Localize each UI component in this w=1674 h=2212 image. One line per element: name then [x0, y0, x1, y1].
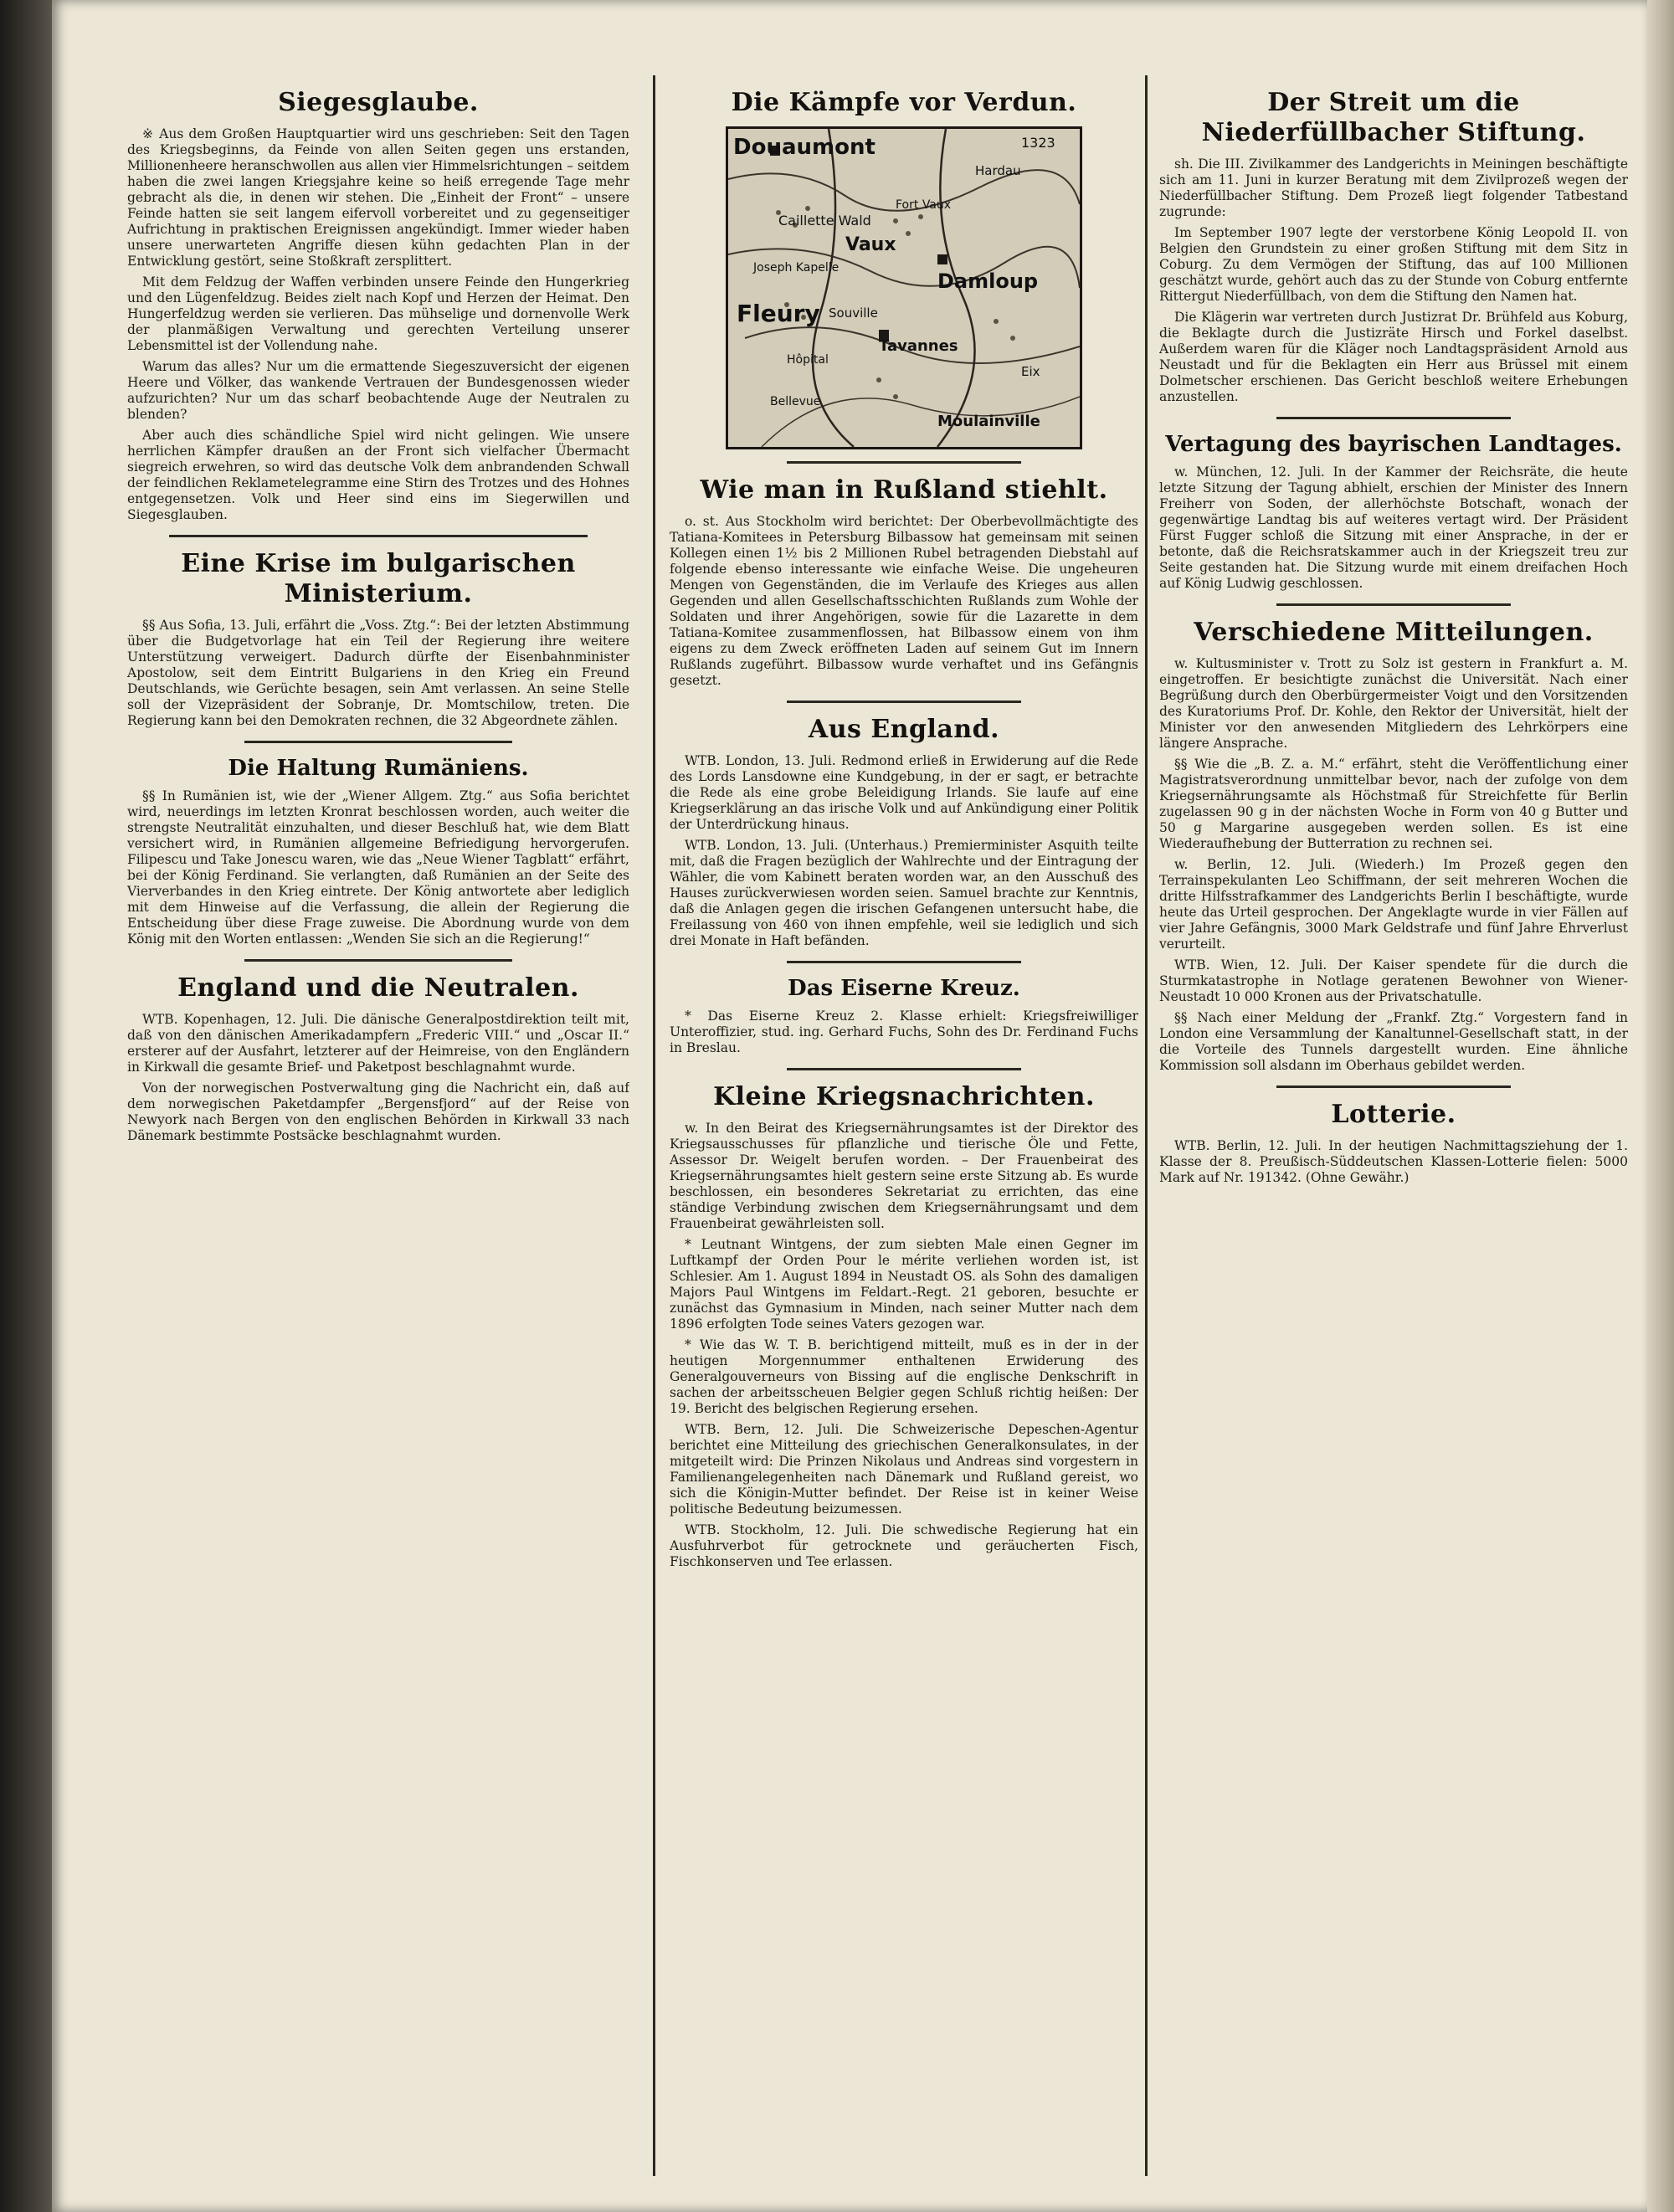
article-paragraph: ※ Aus dem Großen Hauptquartier wird uns geschrieben: Seit den Tagen des Kriegsbeginns, da Feinde von allen Seiten gegen uns erstanden, Millionenheere heranschwollen aus allen vier Himmelsrichtungen – seitdem haben die zwei langen Kriegsjahre keine so heiß erregende Tage mehr gebracht als die, in denen wir stehen. Die „Einheit der Front“ – unsere Feinde hatten sie seit langem eifervoll vorbereitet und zu gegenseitiger Aufrichtung in praktischen Ereignissen angekündigt. Immer wieder haben unsere unerwarteten Angriffe diesen kühn gedachten Plan in der Entwicklung gestört, seine Stoßkraft zersplittert. — [127, 126, 629, 269]
section-separator — [1276, 417, 1511, 419]
map-label: Fleury — [737, 300, 820, 327]
section-separator — [1276, 1085, 1511, 1088]
map-illustration — [728, 129, 1080, 447]
map-label: Hôpital — [787, 353, 829, 367]
article-title: Die Kämpfe vor Verdun. — [731, 88, 1077, 117]
article-paragraph: w. München, 12. Juli. In der Kammer der Reichsräte, die heute letzte Sitzung der Tagung abhielt, erschien der Minister des Innern Freiherr von Soden, der allerhöchste Botschaft, wonach der gegenwärtige Landtag bis auf weiteres vertagt wird. Der Präsident Fürst Fugger schloß die Sitzung mit einer Ansprache, in der er betonte, daß die Reichsratskammer auch in der Kriegszeit treu zur Seite gestanden hat. Die Sitzung wurde mit einem dreifachen Hoch auf König Ludwig geschlossen. — [1159, 464, 1628, 591]
article-title: Wie man in Rußland stiehlt. — [700, 475, 1108, 505]
map-label: Vaux — [845, 234, 896, 255]
article-paragraph: WTB. Kopenhagen, 12. Juli. Die dänische Generalpostdirektion teilt mit, daß von den dänischen Amerikadampfern „Frederic VIII.“ und „Oscar II.“ ersterer auf der Ausfahrt, letzterer auf der Heimreise, von den Engländern in Kirkwall die gesamte Brief- und Paketpost beschlagnahmt wurde. — [127, 1012, 629, 1075]
article-paragraph: §§ Wie die „B. Z. a. M.“ erfährt, steht die Veröffentlichung einer Magistratsverordnung unmittelbar bevor, nach der zufolge von dem Kriegsernährungsamte als Höchstmaß für Streichfette für Berlin zugelassen 90 g in der nächsten Woche in Form von 40 g Butter und 50 g Margarine ausgegeben werden sollen. Es ist eine Wiederaufhebung der Butterration zu rechnen sei. — [1159, 757, 1628, 851]
article-paragraph: Die Klägerin war vertreten durch Justizrat Dr. Brühfeld aus Koburg, die Beklagte durch die Justizräte Hirsch und Forkel daselbst. Außerdem waren für die Kläger noch Landtagspräsident Arnold aus Neustadt und für die Beklagten ein Herr aus Brüssel mit einem Dolmetscher erschienen. Das Gericht beschloß weitere Erhebungen anzustellen. — [1159, 310, 1628, 404]
article-paragraph: * Wie das W. T. B. berichtigend mitteilt, muß es in der in der heutigen Morgennummer enthaltenen Erwiderung des Generalgouverneurs von Bissing auf die englische Denkschrift in sachen der arbeitsscheuen Belgier gegen Schluß richtig heißen: Der 19. Bericht des belgischen Regierung ersehen. — [670, 1337, 1138, 1416]
map-label: Caillette Wald — [778, 213, 871, 228]
article-paragraph: WTB. Wien, 12. Juli. Der Kaiser spendete für die durch die Sturmkatastrophe in Notlage geratenen Bewohner von Wiener-Neustadt 10 000 Kronen aus der Privatschatulle. — [1159, 957, 1628, 1004]
fort-marker — [937, 254, 947, 264]
article-paragraph: o. st. Aus Stockholm wird berichtet: Der Oberbevollmächtigte des Tatiana-Komitees in Petersburg Bilbassow hat gemeinsam mit seinen Kollegen einen 1½ bis 2 Millionen Rubel betragenden Diebstahl auf folgende ebenso interessante wie einfache Weise. Die ungeheuren Mengen von Gegenständen, die im Verlaufe des Krieges aus allen Gegenden und allen Gesellschaftsschichten Rußlands zum Wohle der Soldaten und ihrer Angehörigen, sowie für die Lazarette in dem Tatiana-Komitee zusammenflossen, hat Bilbassow einem von ihm eigens zu dem Zweck eröffneten Laden auf seinem Gut im Innern Rußlands zugeführt. Bilbassow wurde verhaftet und ins Gefängnis gesetzt. — [670, 514, 1138, 688]
article-paragraph: WTB. Bern, 12. Juli. Die Schweizerische Depeschen-Agentur berichtet eine Mitteilung des griechischen Generalkonsulates, in der mitgeteilt wird: Die Prinzen Nikolaus und Andreas sind vorgestern in Familienangelegenheiten nach Dänemark und Rußland gereist, wo sich die Königin-Mutter befindet. Der Reise ist in keiner Weise politische Bedeutung beizumessen. — [670, 1422, 1138, 1517]
article-title: England und die Neutralen. — [177, 973, 579, 1003]
book-binding — [0, 0, 52, 2212]
article-title: Lotterie. — [1331, 1100, 1456, 1129]
article-paragraph: Mit dem Feldzug der Waffen verbinden unsere Feinde den Hungerkrieg und den Lügenfeldzug. Beides zielt nach Kopf und Herzen der Heimat. Den Hungerfeldzug werden sie verlieren. Das mühselige und dornenvolle Werk der planmäßigen Verwaltung und gerechten Verteilung unserer Lebensmittel ist der Vollendung nahe. — [127, 275, 629, 353]
article-paragraph: * Leutnant Wintgens, der zum siebten Male einen Gegner im Luftkampf der Orden Pour le mérite verliehen worden ist, ist Schlesier. Am 1. August 1894 in Neustadt OS. als Sohn des damaligen Majors Paul Wintgens im Feldart.-Regt. 21 geboren, besuchte er zunächst das Gymnasium in Minden, nach seiner Mutter nach dem 1896 erfolgten Tode seines Vaters gezogen war. — [670, 1237, 1138, 1332]
article-title: Das Eiserne Kreuz. — [788, 976, 1020, 1001]
section-separator — [244, 959, 512, 962]
map-label: Hardau — [975, 163, 1021, 178]
section-separator — [787, 961, 1021, 963]
article-paragraph: §§ In Rumänien ist, wie der „Wiener Allgem. Ztg.“ aus Sofia berichtet wird, neuerdings im letzten Kronrat beschlossen worden, auch weiter die strengste Neutralität einzuhalten, und dieser Beschluß hat, wie dem Blatt versichert wird, in Rumänien allgemeine Befriedigung hervorgerufen. Filipescu und Take Jonescu waren, wie das „Neue Wiener Tagblatt“ erfährt, bei der König Ferdinand. Sie verlangten, daß Rumänien an der Seite des Vierverbandes in den Krieg eintrete. Der König antwortete aber lediglich mit dem Hinweise auf die Verfassung, die allein der Regierung die Entscheidung über diese Frage zuweise. Die Abordnung wurde von dem König mit den Worten entlassen: „Wenden Sie sich an die Regierung!“ — [127, 788, 629, 947]
article-paragraph: WTB. Berlin, 12. Juli. In der heutigen Nachmittagsziehung der 1. Klasse der 8. Preußisch-Süddeutschen Klassen-Lotterie fielen: 5000 Mark auf Nr. 191342. (Ohne Gewähr.) — [1159, 1138, 1628, 1185]
map-label: Fort Vaux — [896, 198, 952, 212]
article-title: Verschiedene Mitteilungen. — [1194, 618, 1594, 647]
article-title: Siegesglaube. — [278, 88, 479, 117]
article-paragraph: §§ Nach einer Meldung der „Frankf. Ztg.“ Vorgestern fand in London eine Versammlung der Kanaltunnel-Gesellschaft statt, in der die Vorteile des Tunnels dargestellt wurden. Eine ähnliche Kommission soll alsdann im Oberhaus gebildet werden. — [1159, 1010, 1628, 1073]
article-paragraph: WTB. London, 13. Juli. Redmond erließ in Erwiderung auf die Rede des Lords Lansdowne eine Kundgebung, in der er sagt, er betrachte die Rede als eine grobe Beleidigung Irlands. Sie laufe auf eine Kriegserklärung an das irische Volk und auf Ankündigung einer Politik der Unterdrückung hinaus. — [670, 753, 1138, 832]
article-title: Vertagung des bayrischen Landtages. — [1165, 432, 1622, 457]
article-title: Der Streit um die Niederfüllbacher Stiftung. — [1201, 88, 1586, 147]
article-paragraph: WTB. Stockholm, 12. Juli. Die schwedische Regierung hat ein Ausfuhrverbot für getrocknete und geräucherten Fisch, Fischkonserven und Tee erlassen. — [670, 1522, 1138, 1569]
map-label: Bellevue — [770, 395, 821, 408]
article-paragraph: w. Berlin, 12. Juli. (Wiederh.) Im Prozeß gegen den Terrainspekulanten Leo Schiffmann, der seit mehreren Wochen die dritte Hilfsstrafkammer des Landgerichts Berlin I beschäftigte, wurde heute das Urteil gesprochen. Der Angeklagte wurde in vier Fällen auf vier Jahre Gefängnis, 3000 Mark Geldstrafe und fünf Jahre Ehrverlust verurteilt. — [1159, 857, 1628, 952]
article-paragraph: Warum das alles? Nur um die ermattende Siegeszuversicht der eigenen Heere und Völker, das wankende Vertrauen der Bundesgenossen wieder aufzurichten? Nur um das scharf beobachtende Auge der Neutralen zu blenden? — [127, 359, 629, 422]
section-separator — [787, 461, 1021, 464]
article-paragraph: * Das Eiserne Kreuz 2. Klasse erhielt: Kriegsfreiwilliger Unteroffizier, stud. ing. Gerhard Fuchs, Sohn des Dr. Ferdinand Fuchs in Breslau. — [670, 1008, 1138, 1055]
section-separator — [787, 1068, 1021, 1070]
article-paragraph: sh. Die III. Zivilkammer des Landgerichts in Meiningen beschäftigte sich am 11. Juni in kurzer Beratung mit dem Zivilprozeß wegen der Niederfüllbacher Stiftung. Dem Prozeß liegt folgender Tatbestand zugrunde: — [1159, 157, 1628, 219]
section-separator — [169, 535, 588, 537]
map-label: Souville — [829, 305, 878, 321]
map-label: Douaumont — [733, 135, 876, 160]
section-separator — [787, 701, 1021, 703]
article-paragraph: §§ Aus Sofia, 13. Juli, erfährt die „Voss. Ztg.“: Bei der letzten Abstimmung über die Budgetvorlage hat ein Teil der Regierung ihre weitere Unterstützung verweigert. Dadurch dürfte der Eisenbahnminister Apostolow, seit dem Eintritt Bulgariens in den Krieg ein Freund Deutschlands, wie Gerüchte besagen, sein Amt verlassen. An seine Stelle soll der Vizepräsident der Sobranje, Dr. Momtschilow, treten. Die Regierung kann bei den Demokraten rechnen, die 32 Abgeordnete zählen. — [127, 618, 629, 728]
map-label: Moulainville — [937, 413, 1040, 430]
article-paragraph: Aber auch dies schändliche Spiel wird nicht gelingen. Wie unsere herrlichen Kämpfer draußen an der Front sich vielfacher Übermacht siegreich erwehren, so wird das deutsche Volk dem anbrandenden Schwall der feindlichen Reklametelegramme eine Stirn des Trotzes und des Hohnes entgegensetzen. Volk und Heer sind eins im Siegerwillen und Siegesglauben. — [127, 428, 629, 522]
article-paragraph: w. In den Beirat des Kriegsernährungsamtes ist der Direktor des Kriegsausschusses für pflanzliche und tierische Öle und Fette, Assessor Dr. Weigelt berufen worden. – Der Frauenbeirat des Kriegsernährungsamtes hielt gestern seine erste Sitzung ab. Es wurde beschlossen, ein besonderes Sekretariat zu errichten, das eine ständige Verbindung zwischen dem Kriegsernährungsamt und dem Frauenbeirat gewährleisten soll. — [670, 1121, 1138, 1231]
article-paragraph: WTB. London, 13. Juli. (Unterhaus.) Premierminister Asquith teilte mit, daß die Fragen bezüglich der Wahlrechte und der Eintragung der Wähler, die vom Kabinett beraten worden war, an den Ausschuß des Hauses zurückverwiesen worden seien. Samuel brachte zur Kenntnis, daß die Anlagen gegen die irischen Gefangenen untersucht habe, die Freilassung von 460 von ihnen empfehle, weil sie lediglich und sich drei Monate in Haft befänden. — [670, 838, 1138, 948]
map-label: Damloup — [937, 269, 1039, 293]
article-paragraph: Von der norwegischen Postverwaltung ging die Nachricht ein, daß auf dem norwegischen Paketdampfer „Bergensfjord“ auf der Reise von Newyork nach Bergen von den englischen Behörden in Kirkwall 33 nach Dänemark bestimmte Postsäcke beschlagnahmt wurden. — [127, 1080, 629, 1143]
article-title: Aus England. — [808, 715, 1000, 744]
map-label: 1323 — [1021, 135, 1055, 151]
middle-column — [670, 80, 1138, 2193]
map-label: Tavannes — [879, 337, 958, 355]
article-title: Kleine Kriegsnachrichten. — [713, 1082, 1095, 1111]
page-edge — [1647, 0, 1674, 2212]
map-label: Eix — [1021, 364, 1040, 379]
section-separator — [244, 741, 512, 743]
column-rule — [653, 75, 655, 2176]
article-paragraph: Im September 1907 legte der verstorbene König Leopold II. von Belgien den Grundstein zu einer großen Stiftung mit dem Sitz in Coburg. Zu dem Vermögen der Stiftung, das auf 100 Millionen geschätzt wurde, gehört auch das zu der Stunde von Coburg entfernte Rittergut Niederfüllbach, von dem die Stiftung den Namen hat. — [1159, 225, 1628, 304]
article-paragraph: w. Kultusminister v. Trott zu Solz ist gestern in Frankfurt a. M. eingetroffen. Er besichtigte zunächst die Universität. Nach einer Begrüßung durch den Oberbürgermeister Voigt und den Vorsitzenden des Kuratoriums Prof. Dr. Kohle, den Rektor der Universität, hielt der Minister vor den anwesenden Mitgliedern des Lehrkörpers eine längere Ansprache. — [1159, 656, 1628, 751]
column-rule — [1145, 75, 1148, 2176]
right-column — [1159, 80, 1628, 2193]
verdun-map — [726, 126, 1082, 449]
left-column — [127, 80, 629, 2193]
section-separator — [1276, 603, 1511, 606]
map-label: Joseph Kapelle — [753, 261, 840, 275]
article-title: Die Haltung Rumäniens. — [228, 756, 529, 781]
article-title: Eine Krise im bulgarischen Ministerium. — [181, 549, 576, 608]
